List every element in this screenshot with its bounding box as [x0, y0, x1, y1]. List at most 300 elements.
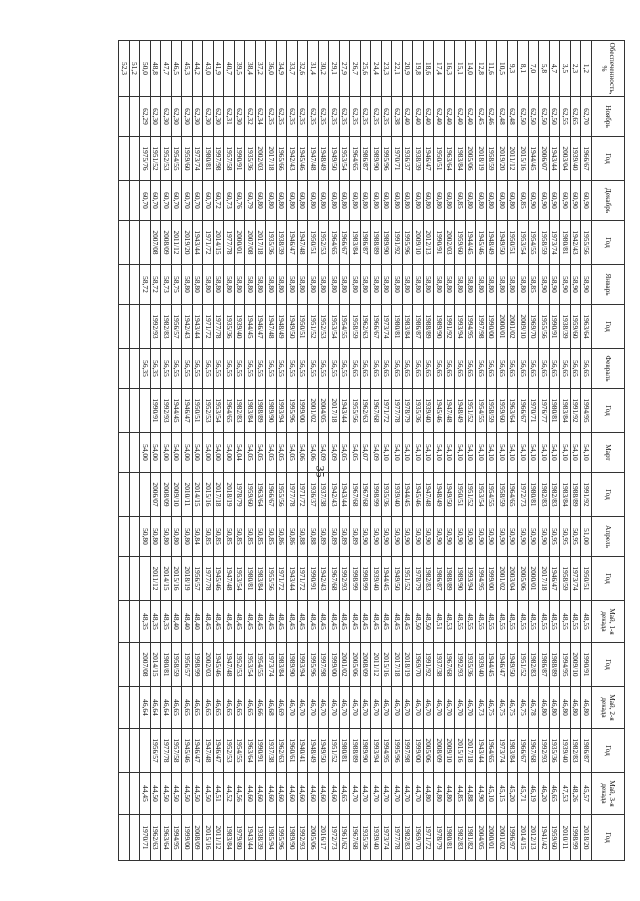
- table-cell: 56,55: [203, 349, 214, 389]
- table-cell: 1946/47: [214, 729, 225, 773]
- table-cell: 1967/68: [361, 473, 372, 517]
- table-cell: [119, 433, 130, 473]
- table-row: [161, 41, 172, 861]
- table-cell: 1988/89: [350, 729, 361, 773]
- probability-cell: 17,4: [434, 41, 445, 97]
- table-cell: 1964/65: [350, 137, 361, 181]
- table-cell: 1971/72: [298, 473, 309, 517]
- table-cell: 60,72: [214, 181, 225, 221]
- table-cell: 44,80: [434, 773, 445, 815]
- table-cell: 1955/56: [350, 389, 361, 433]
- table-cell: 44,90: [476, 773, 487, 815]
- table-cell: 1989/90: [371, 137, 382, 181]
- table-cell: 1946/47: [193, 729, 204, 773]
- table-cell: 48,55: [550, 601, 561, 643]
- table-cell: 44,70: [371, 773, 382, 815]
- table-cell: 2017/18: [539, 557, 550, 601]
- table-cell: 2014/15: [193, 473, 204, 517]
- table-cell: 45,15: [497, 773, 508, 815]
- table-cell: 1972/73: [329, 815, 340, 861]
- table-row: [266, 41, 277, 861]
- table-row: [245, 41, 256, 861]
- table-cell: 2014/15: [518, 815, 529, 861]
- table-cell: 62,30: [182, 97, 193, 137]
- table-cell: 1983/84: [508, 729, 519, 773]
- table-cell: 58,80: [182, 265, 193, 305]
- table-cell: 2017/18: [214, 473, 225, 517]
- column-header: Год: [592, 137, 625, 181]
- column-header: Год: [592, 473, 625, 517]
- table-cell: 46,80: [581, 687, 592, 729]
- table-cell: [130, 643, 141, 687]
- table-cell: 1989/90: [266, 389, 277, 433]
- table-cell: 44,70: [413, 773, 424, 815]
- table-cell: 48,45: [298, 601, 309, 643]
- column-header: Май, 1-я декада: [592, 601, 625, 643]
- table-cell: 46,70: [392, 687, 403, 729]
- table-cell: 1965/66: [277, 137, 288, 181]
- table-cell: 44,80: [424, 773, 435, 815]
- table-cell: 1939/40: [235, 305, 246, 349]
- table-row: [445, 41, 456, 861]
- table-cell: 50,89: [350, 517, 361, 557]
- table-cell: 2009/10: [445, 729, 456, 773]
- table-cell: 1983/84: [245, 389, 256, 433]
- table-cell: 1942/43: [329, 473, 340, 517]
- table-cell: 2018/19: [182, 557, 193, 601]
- table-cell: 58,90: [560, 265, 571, 305]
- probability-cell: 40,7: [224, 41, 235, 97]
- table-cell: 54,00: [214, 433, 225, 473]
- table-cell: 48,45: [382, 601, 393, 643]
- table-cell: 54,10: [529, 433, 540, 473]
- table-cell: 48,45: [266, 601, 277, 643]
- probability-cell: 14,0: [466, 41, 477, 97]
- table-cell: 2015/16: [203, 473, 214, 517]
- table-cell: 1957/58: [172, 729, 183, 773]
- table-cell: 56,55: [235, 349, 246, 389]
- table-cell: 48,40: [182, 601, 193, 643]
- table-cell: 1970/71: [392, 137, 403, 181]
- table-cell: 46,80: [560, 687, 571, 729]
- table-cell: 54,09: [371, 433, 382, 473]
- table-cell: 1951/52: [466, 389, 477, 433]
- table-cell: 2007/08: [245, 221, 256, 265]
- table-cell: 2008/09: [161, 473, 172, 517]
- table-cell: 2001/02: [497, 815, 508, 861]
- table-cell: 1989/90: [382, 221, 393, 265]
- table-cell: 51,00: [581, 517, 592, 557]
- table-cell: 48,26: [571, 773, 582, 815]
- table-cell: [130, 433, 141, 473]
- table-cell: 48,45: [214, 601, 225, 643]
- table-cell: 48,45: [224, 601, 235, 643]
- table-cell: 54,05: [245, 433, 256, 473]
- table-cell: 62,50: [518, 97, 529, 137]
- table-cell: 2006/07: [539, 137, 550, 181]
- table-cell: 62,40: [403, 97, 414, 137]
- table-cell: 54,10: [382, 433, 393, 473]
- table-cell: 2016/17: [319, 815, 330, 861]
- table-cell: 1959/60: [182, 137, 193, 181]
- table-cell: 1935/36: [466, 643, 477, 687]
- table-cell: 58,80: [455, 265, 466, 305]
- table-row: [403, 41, 414, 861]
- table-row: [340, 41, 351, 861]
- table-cell: 1980/81: [560, 221, 571, 265]
- table-cell: 1970/71: [140, 815, 151, 861]
- table-cell: 1990/91: [308, 557, 319, 601]
- table-row: [298, 41, 309, 861]
- table-cell: 48,45: [277, 601, 288, 643]
- table-cell: 1966/67: [340, 221, 351, 265]
- table-cell: 58,80: [466, 265, 477, 305]
- probability-cell: 11,6: [487, 41, 498, 97]
- table-cell: 1946/47: [550, 557, 561, 601]
- table-cell: 2017/18: [329, 389, 340, 433]
- table-cell: 58,80: [497, 265, 508, 305]
- table-cell: 48,45: [329, 601, 340, 643]
- table-cell: 1952/53: [319, 221, 330, 265]
- table-cell: 1992/93: [151, 305, 162, 349]
- table-cell: 1980/81: [529, 473, 540, 517]
- table-cell: 1946/47: [256, 305, 267, 349]
- table-cell: 1997/98: [214, 137, 225, 181]
- table-cell: 44,50: [182, 773, 193, 815]
- probability-cell: 39,5: [235, 41, 246, 97]
- table-cell: 62,35: [329, 97, 340, 137]
- table-cell: 60,80: [308, 181, 319, 221]
- table-cell: 2005/06: [424, 729, 435, 773]
- probability-cell: 32,6: [298, 41, 309, 97]
- table-cell: 1988/89: [371, 221, 382, 265]
- table-row: [424, 41, 435, 861]
- table-cell: 58,80: [308, 265, 319, 305]
- table-cell: 54,05: [340, 433, 351, 473]
- table-row: [487, 41, 498, 861]
- table-cell: 2005/06: [518, 557, 529, 601]
- table-row: [392, 41, 403, 861]
- table-cell: 1983/84: [350, 221, 361, 265]
- table-cell: 2019/20: [182, 221, 193, 265]
- table-cell: 1982/83: [424, 557, 435, 601]
- table-cell: 1977/78: [392, 389, 403, 433]
- table-cell: 1942/43: [287, 137, 298, 181]
- table-cell: 1983/84: [455, 137, 466, 181]
- table-cell: 48,55: [518, 601, 529, 643]
- table-cell: 1951/52: [403, 557, 414, 601]
- table-cell: 1959/60: [571, 305, 582, 349]
- table-cell: 2004/05: [476, 815, 487, 861]
- table-cell: 62,35: [382, 97, 393, 137]
- table-cell: 54,00: [151, 433, 162, 473]
- table-cell: 1954/55: [487, 473, 498, 517]
- table-row: [319, 41, 330, 861]
- probability-cell: 37,2: [256, 41, 267, 97]
- table-cell: 2015/16: [203, 815, 214, 861]
- table-cell: 1958/59: [350, 305, 361, 349]
- table-cell: 62,40: [466, 97, 477, 137]
- table-cell: 46,70: [466, 687, 477, 729]
- table-cell: 1980/81: [445, 815, 456, 861]
- table-cell: 56,55: [298, 349, 309, 389]
- table-cell: 54,06: [308, 433, 319, 473]
- table-cell: 1935/36: [550, 729, 561, 773]
- table-cell: 58,80: [287, 265, 298, 305]
- table-cell: 2017/18: [466, 729, 477, 773]
- table-cell: 1973/74: [571, 557, 582, 601]
- table-cell: 1961/62: [340, 815, 351, 861]
- table-cell: 56,55: [329, 349, 340, 389]
- table-cell: 56,65: [455, 349, 466, 389]
- table-cell: 1951/52: [151, 137, 162, 181]
- table-cell: 1983/84: [256, 557, 267, 601]
- table-cell: 60,90: [550, 181, 561, 221]
- table-cell: 1951/52: [329, 729, 340, 773]
- table-cell: 1954/55: [235, 729, 246, 773]
- table-cell: 60,70: [172, 181, 183, 221]
- table-cell: 45,20: [508, 773, 519, 815]
- table-row: [140, 41, 151, 861]
- table-cell: 48,51: [434, 601, 445, 643]
- table-cell: 1948/49: [434, 473, 445, 517]
- table-cell: 44,52: [224, 773, 235, 815]
- table-cell: 1989/90: [434, 305, 445, 349]
- table-cell: [130, 97, 141, 137]
- probability-cell: 18,6: [424, 41, 435, 97]
- table-cell: 1981/82: [466, 815, 477, 861]
- table-cell: 1956/57: [151, 729, 162, 773]
- table-cell: 46,70: [413, 687, 424, 729]
- table-row: [235, 41, 246, 861]
- table-cell: 2011/12: [172, 221, 183, 265]
- table-cell: 44,85: [455, 773, 466, 815]
- table-cell: 1973/74: [266, 643, 277, 687]
- table-row: [224, 41, 235, 861]
- table-cell: 1980/81: [340, 729, 351, 773]
- table-cell: 1948/49: [455, 389, 466, 433]
- table-cell: 58,80: [340, 265, 351, 305]
- probability-cell: 3,5: [560, 41, 571, 97]
- table-cell: 1995/96: [308, 643, 319, 687]
- table-cell: 56,35: [151, 349, 162, 389]
- table-cell: 1939/40: [371, 557, 382, 601]
- table-cell: 1982/83: [571, 729, 582, 773]
- table-cell: 50,90: [382, 517, 393, 557]
- table-cell: 2018/19: [476, 137, 487, 181]
- table-cell: 1973/74: [550, 221, 561, 265]
- table-cell: 1977/78: [287, 473, 298, 517]
- table-cell: [119, 815, 130, 861]
- table-cell: 50,95: [571, 517, 582, 557]
- table-cell: [119, 773, 130, 815]
- table-cell: [130, 349, 141, 389]
- table-cell: 54,00: [140, 433, 151, 473]
- table-cell: 1992/93: [298, 815, 309, 861]
- table-cell: 1967/68: [529, 729, 540, 773]
- table-cell: 44,50: [161, 773, 172, 815]
- table-cell: 1962/63: [151, 815, 162, 861]
- table-cell: 2000/01: [235, 221, 246, 265]
- table-cell: 1937/38: [319, 473, 330, 517]
- table-cell: 46,64: [161, 687, 172, 729]
- table-cell: 1998/99: [193, 643, 204, 687]
- table-cell: 58,90: [539, 265, 550, 305]
- table-cell: 1949/50: [319, 729, 330, 773]
- table-cell: 2001/02: [508, 305, 519, 349]
- probability-cell: 30,2: [319, 41, 330, 97]
- table-cell: 1973/74: [382, 305, 393, 349]
- table-cell: 44,65: [340, 773, 351, 815]
- table-cell: 44,50: [151, 773, 162, 815]
- table-cell: 1967/68: [371, 389, 382, 433]
- table-cell: 56,35: [140, 349, 151, 389]
- table-cell: 54,09: [329, 433, 340, 473]
- table-cell: 56,55: [172, 349, 183, 389]
- table-cell: 54,10: [403, 433, 414, 473]
- table-cell: 1964/65: [487, 729, 498, 773]
- table-cell: 1943/44: [193, 305, 204, 349]
- table-cell: 54,10: [497, 433, 508, 473]
- table-cell: 44,70: [361, 773, 372, 815]
- table-row: [256, 41, 267, 861]
- table-cell: 1982/83: [403, 815, 414, 861]
- table-cell: 1958/59: [560, 557, 571, 601]
- table-cell: 46,68: [266, 687, 277, 729]
- table-cell: 62,30: [172, 97, 183, 137]
- table-cell: 2004/05: [319, 389, 330, 433]
- table-cell: 60,70: [140, 181, 151, 221]
- table-cell: 1958/59: [172, 643, 183, 687]
- table-cell: 1986/87: [413, 305, 424, 349]
- table-cell: 2000/01: [497, 305, 508, 349]
- table-cell: [140, 473, 151, 517]
- table-cell: 50,88: [298, 517, 309, 557]
- table-cell: 2002/03: [445, 221, 456, 265]
- table-cell: 1954/55: [476, 389, 487, 433]
- table-cell: 48,35: [140, 601, 151, 643]
- table-cell: 2002/03: [203, 643, 214, 687]
- column-header: Обеспеченность, %: [592, 41, 625, 97]
- table-cell: 58,75: [172, 265, 183, 305]
- table-cell: 1995/96: [287, 389, 298, 433]
- table-cell: 44,60: [266, 773, 277, 815]
- probability-cell: 41,9: [214, 41, 225, 97]
- table-cell: 1936/37: [308, 473, 319, 517]
- column-header: Год: [592, 815, 625, 861]
- table-cell: 1988/89: [424, 305, 435, 349]
- table-cell: 1971/72: [424, 815, 435, 861]
- probability-cell: 34,9: [277, 41, 288, 97]
- table-cell: [140, 389, 151, 433]
- table-cell: 54,10: [560, 433, 571, 473]
- table-cell: 1962/63: [361, 305, 372, 349]
- table-cell: 1938/39: [413, 137, 424, 181]
- table-cell: 1935/36: [413, 389, 424, 433]
- table-cell: 1992/93: [340, 557, 351, 601]
- table-cell: 1982/83: [455, 815, 466, 861]
- table-cell: 60,80: [424, 181, 435, 221]
- table-cell: [140, 305, 151, 349]
- table-cell: 1992/93: [455, 643, 466, 687]
- table-row: [172, 41, 183, 861]
- table-cell: 1999/00: [487, 557, 498, 601]
- page-number: 35: [313, 465, 328, 478]
- table-cell: 60,80: [361, 181, 372, 221]
- table-row: [371, 41, 382, 861]
- probability-cell: 44,2: [193, 41, 204, 97]
- table-cell: 1959/60: [497, 389, 508, 433]
- table-cell: 1963/64: [245, 729, 256, 773]
- table-cell: 62,30: [151, 97, 162, 137]
- table-cell: 1947/48: [308, 137, 319, 181]
- table-cell: 54,10: [424, 433, 435, 473]
- table-cell: 1964/65: [329, 221, 340, 265]
- table-cell: [119, 305, 130, 349]
- table-cell: 54,04: [235, 433, 246, 473]
- table-cell: 1950/51: [298, 305, 309, 349]
- table-cell: 56,65: [571, 349, 582, 389]
- table-cell: 54,10: [466, 433, 477, 473]
- table-row: [203, 41, 214, 861]
- table-cell: 1943/44: [287, 557, 298, 601]
- table-cell: 1973/74: [497, 729, 508, 773]
- probability-cell: 29,1: [329, 41, 340, 97]
- table-cell: 46,80: [539, 687, 550, 729]
- table-cell: 1997/98: [319, 643, 330, 687]
- table-cell: 1935/36: [224, 305, 235, 349]
- table-cell: 62,32: [245, 97, 256, 137]
- table-cell: 1947/48: [224, 643, 235, 687]
- table-cell: 1988/89: [445, 557, 456, 601]
- table-cell: 62,46: [487, 97, 498, 137]
- table-cell: 56,65: [539, 349, 550, 389]
- table-cell: 1986/87: [581, 729, 592, 773]
- table-cell: 56,55: [308, 349, 319, 389]
- table-cell: 1955/56: [581, 221, 592, 265]
- table-cell: 56,65: [476, 349, 487, 389]
- table-cell: 54,10: [476, 433, 487, 473]
- table-cell: 46,70: [350, 687, 361, 729]
- table-cell: 1946/47: [287, 221, 298, 265]
- table-cell: 46,20: [539, 773, 550, 815]
- table-cell: 1993/94: [298, 643, 309, 687]
- probability-cell: 36,0: [266, 41, 277, 97]
- table-cell: 62,38: [392, 97, 403, 137]
- table-cell: [119, 517, 130, 557]
- table-cell: 1967/68: [329, 557, 340, 601]
- table-cell: 1971/72: [298, 557, 309, 601]
- table-cell: 1952/53: [224, 729, 235, 773]
- table-cell: 1962/63: [361, 389, 372, 433]
- table-cell: 1963/64: [508, 389, 519, 433]
- table-cell: 54,00: [193, 433, 204, 473]
- table-cell: 62,50: [529, 97, 540, 137]
- table-cell: 2008/09: [361, 643, 372, 687]
- table-cell: [130, 687, 141, 729]
- table-cell: 56,65: [560, 349, 571, 389]
- table-cell: 48,55: [508, 601, 519, 643]
- table-cell: [130, 557, 141, 601]
- table-cell: 1977/78: [224, 221, 235, 265]
- table-cell: 2014/15: [151, 643, 162, 687]
- table-cell: 58,80: [245, 265, 256, 305]
- table-cell: 1935/36: [382, 473, 393, 517]
- table-cell: 50,80: [161, 517, 172, 557]
- table-cell: 56,65: [487, 349, 498, 389]
- table-cell: 1991/92: [445, 305, 456, 349]
- table-cell: 1935/36: [266, 221, 277, 265]
